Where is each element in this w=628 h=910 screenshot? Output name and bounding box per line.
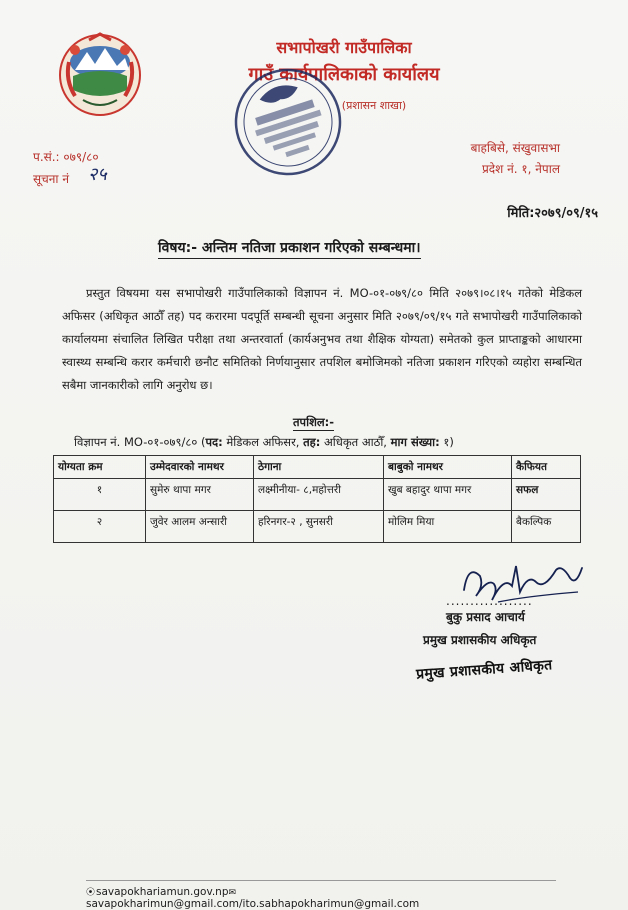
notice-number-label: सूचना नं [33,172,69,186]
ad-prefix: विज्ञापन नं. MO-०१-०७९/८० ( [74,435,206,449]
cell-candidate: जुवेर आलम अन्सारी [146,511,254,543]
header-candidate-name: उम्मेदवारको नामथर [146,456,254,479]
cell-father: मोलिम मिया [384,511,512,543]
office-name: गाउँ कार्यपालिकाको कार्यालय [248,64,440,85]
table-row [54,511,581,543]
cell-address: लक्ष्मीनीया- ८,महोत्तरी [254,479,384,511]
cell-remarks: सफल [512,479,581,511]
document-date: मिति:२०७९/०९/१५ [507,206,598,221]
demand-value: १) [439,435,454,449]
envelope-icon: ✉ [228,888,237,898]
signature-line: .................. [446,594,533,608]
notice-number-handwritten: २५ [88,164,107,185]
footer-email[interactable]: savapokharimun@gmail.com [86,898,240,910]
table-header-row [54,456,581,479]
office-stamp [228,62,348,180]
header-address: ठेगाना [254,456,384,479]
municipality-name: सभापोखरी गाउँपालिका [276,38,412,57]
footer-contact [86,880,556,910]
footer-email-2[interactable]: /ito.sabhapokharimun@gmail.com [239,898,420,910]
header-father-name: बाबुको नामथर [384,456,512,479]
post-value: मेडिकल अफिसर, [222,435,304,449]
cell-remarks: बैकल्पिक [512,511,581,543]
cell-rank: १ [54,479,146,511]
table-row [54,479,581,511]
post-label: पद: [205,435,223,449]
signatory-name: बुकु प्रसाद आचार्य [446,610,525,624]
footer-website[interactable]: savapokhariamun.gov.np [96,886,229,898]
section-name: (प्रशासन शाखा) [341,99,407,112]
header-merit-rank: योग्यता क्रम [54,456,146,479]
advertisement-line [74,435,454,450]
schedule-title: तपशिल:- [293,415,335,429]
subject-line: विषय:- अन्तिम नतिजा प्रकाशन गरिएको सम्बन्धमा। [158,238,421,259]
address-line-1: बाहबिसे, संखुवासभा [470,141,560,155]
signatory-title: प्रमुख प्रशासकीय अधिकृत [423,633,537,647]
cell-candidate: सुमेरु थापा मगर [146,479,254,511]
cell-father: खुब बहादुर थापा मगर [384,479,512,511]
reference-number: प.सं.: ०७९/८० [33,150,99,164]
body-text: प्रस्तुत विषयमा यस सभापोखरी गाउँपालिकाको विज्ञापन नं. MO-०१-०७९/८० मिति २०७९।०८।१५ गतेको मेडिकल अफिसर (अधिकृत आठौँ तह) पद करारमा पदपूर्ति सम्बन्धी सूचना अनुसार मिति २०७९/०९/१५ गते सभापोखरी गाउँपालिकाको कार्यालयमा संचालित लिखित परीक्षा तथा अन्तरवार्ता (कार्यअनुभव तथा शैक्षिक योग्यता) समेतको कुल प्राप्ताङ्कको आधारमा स्वास्थ्य सम्बन्धि करार कर्मचारी छनौट समितिको निर्णयानुसार तपशिल बमोजिमको नतिजा प्रकाशन गरिएको व्यहोरा सम्बन्धित सबैमा जानकारीको लागि अनुरोध छ। [62,286,582,392]
level-value: अधिकृत आठौँ, [320,435,391,449]
result-table [53,455,581,543]
location-pin-icon: ⦿ [86,888,96,898]
header-remarks: कैफियत [512,456,581,479]
cell-address: हरिनगर-२ , सुनसरी [254,511,384,543]
designation-stamp: प्रमुख प्रशासकीय अधिकृत [415,657,553,683]
address-line-2: प्रदेश नं. १, नेपाल [481,162,560,176]
level-label: तह: [303,435,321,449]
demand-label: माग संख्या: [390,435,440,449]
cell-rank: २ [54,511,146,543]
body-paragraph [62,282,582,397]
